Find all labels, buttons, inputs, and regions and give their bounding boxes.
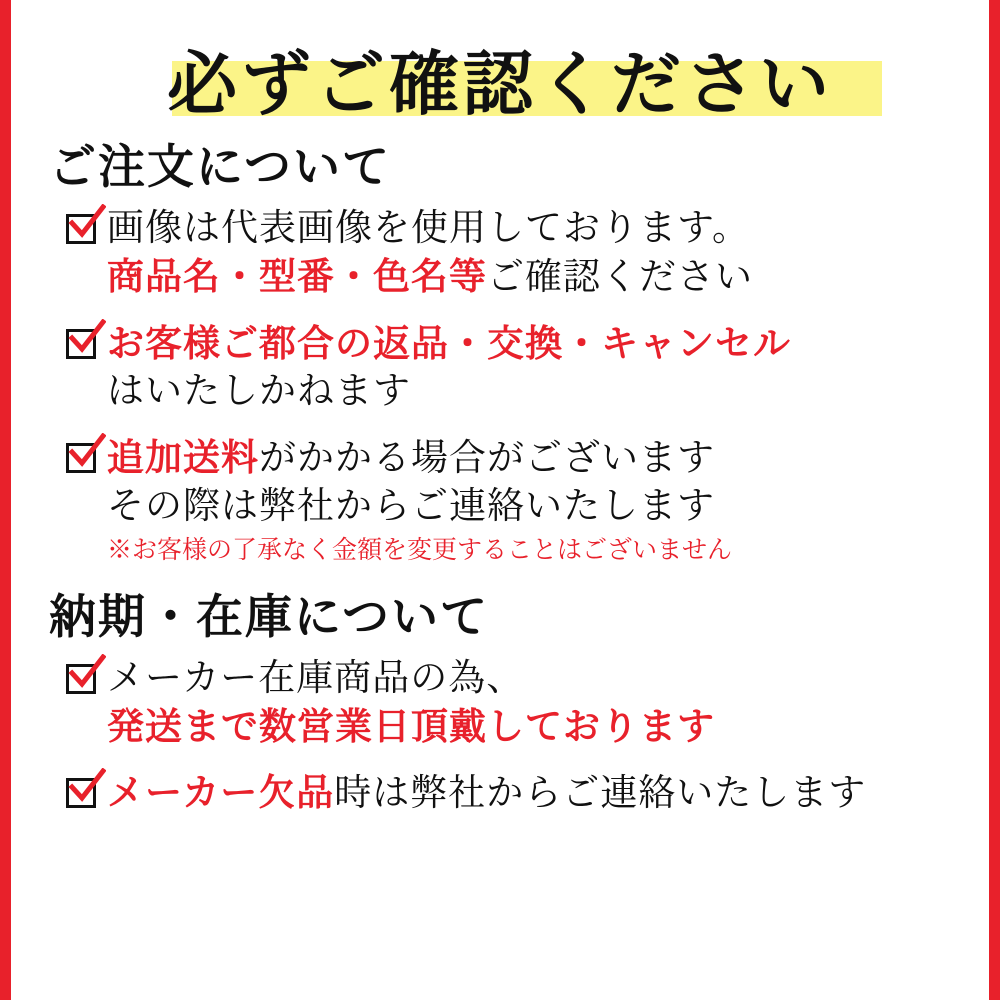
list-item-note: ※お客様の了承なく金額を変更することはございません [107, 535, 733, 564]
list-item-text [107, 433, 963, 568]
emphasis-text: 商品名・型番・色名等 [107, 254, 487, 298]
list-item-text [107, 204, 963, 301]
normal-text: ご確認ください [487, 255, 753, 298]
page-title [37, 34, 963, 138]
list-item [63, 433, 963, 568]
list-item-text [107, 768, 963, 817]
checkbox-checked-icon [63, 660, 103, 700]
list-item-line: はいたしかねます [107, 369, 411, 412]
list-item-line: 発送まで数営業日頂戴しております [107, 704, 715, 748]
list-item-line: メーカー在庫商品の為、 [107, 656, 525, 699]
checkbox-checked-icon [63, 439, 103, 479]
list-item [63, 654, 963, 750]
section-heading-order: ご注文について [49, 140, 392, 195]
normal-text: がかかる場合がございます [259, 436, 715, 479]
list-item-text [107, 654, 963, 750]
checkbox-checked-icon [63, 325, 103, 365]
list-item-line [107, 768, 963, 817]
emphasis-text: メーカー欠品 [107, 770, 335, 814]
list-item-line: その際は弊社からご連絡いたします [107, 484, 715, 527]
section-heading-delivery: 納期・在庫について [49, 590, 490, 645]
list-item-line: 画像は代表画像を使用しております。 [107, 206, 751, 249]
list-item [63, 319, 963, 415]
checkbox-checked-icon [63, 774, 103, 814]
checkbox-checked-icon [63, 210, 103, 250]
list-item-text [107, 319, 963, 415]
list-item [63, 204, 963, 301]
normal-text: 時は弊社からご連絡いたします [334, 771, 867, 814]
list-item [63, 768, 963, 817]
list-item-line [107, 433, 963, 482]
notice-content [11, 0, 989, 1000]
left-red-bar [0, 0, 11, 1000]
list-item-line: お客様ご都合の返品・交換・キャンセル [107, 321, 791, 365]
title-text: 必ずご確認ください [167, 42, 833, 125]
list-item-line [107, 252, 963, 301]
emphasis-text: 追加送料 [107, 435, 259, 479]
right-red-bar [989, 0, 1000, 1000]
